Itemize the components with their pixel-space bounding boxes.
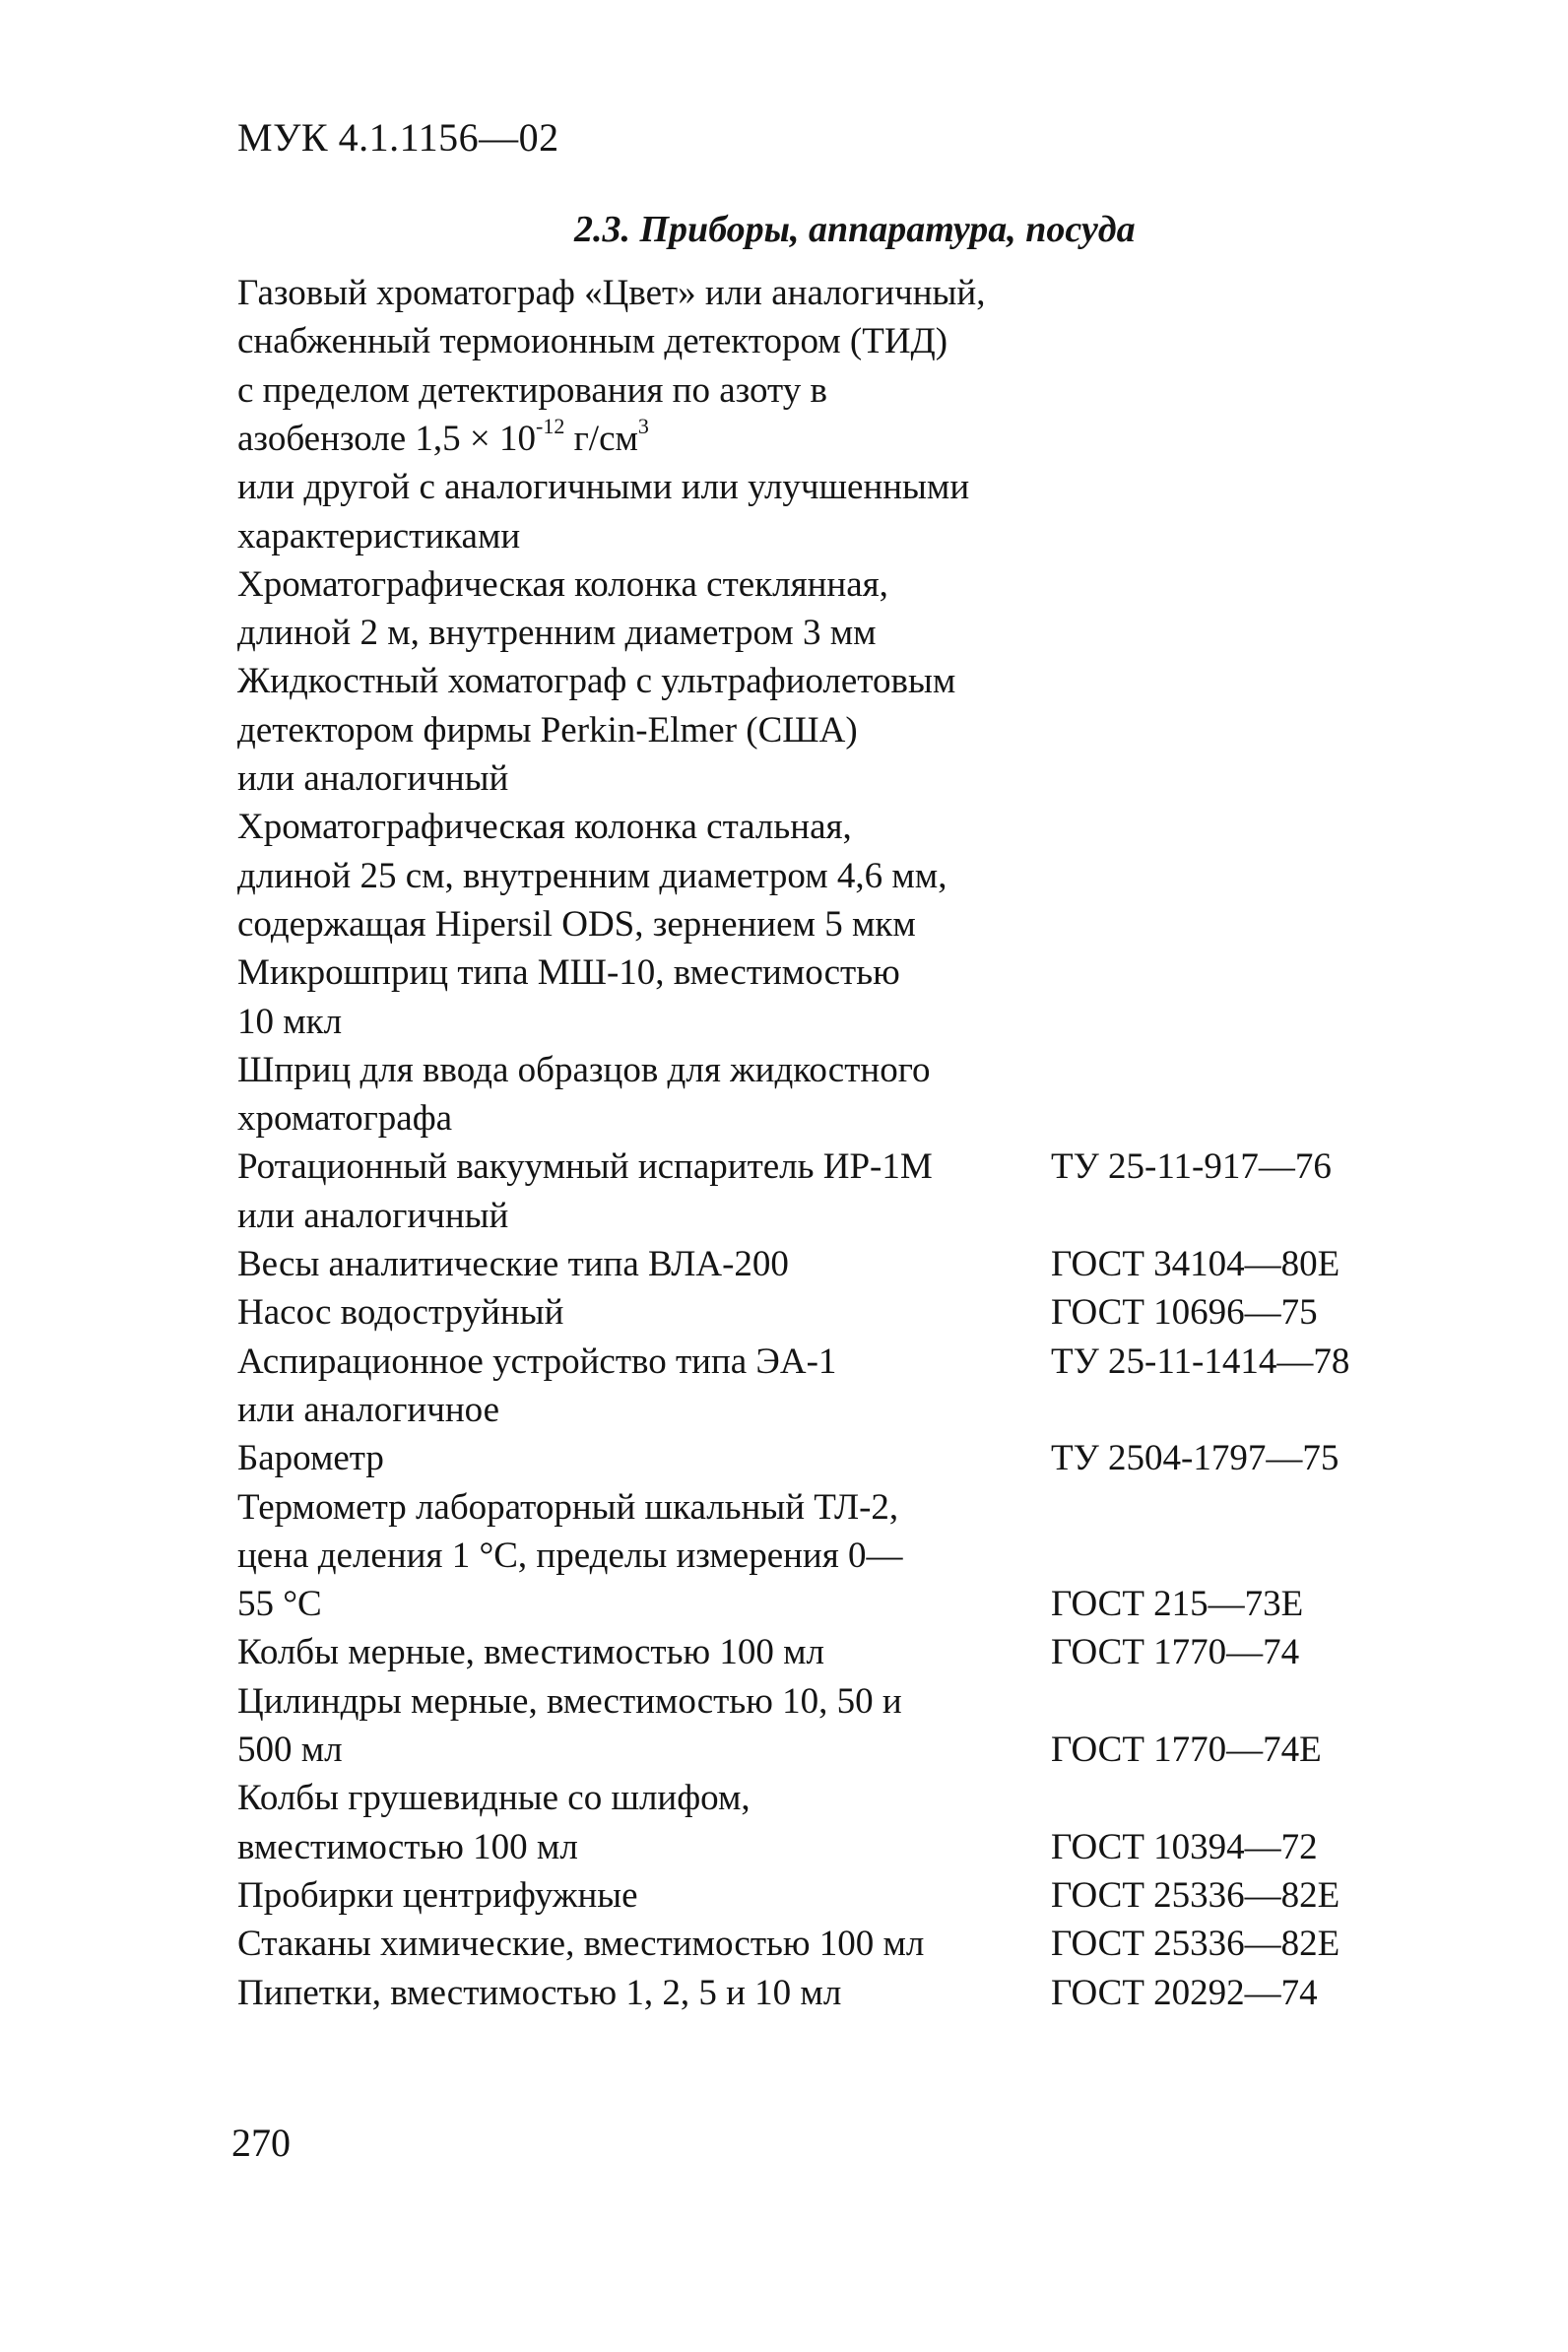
equipment-row <box>0 1143 1568 1192</box>
equipment-description: Весы аналитические типа ВЛА-200 <box>237 1244 789 1284</box>
standard-reference: ТУ 25-11-1414—78 <box>1051 1340 1350 1382</box>
equipment-description: или аналогичный <box>237 758 509 799</box>
equipment-row <box>0 1726 1568 1775</box>
equipment-row <box>0 609 1568 658</box>
equipment-row <box>0 1677 1568 1727</box>
equipment-row <box>0 1628 1568 1677</box>
standard-reference: ГОСТ 34104—80Е <box>1051 1244 1340 1284</box>
equipment-description: Стаканы химические, вместимостью 100 мл <box>237 1924 925 1965</box>
equipment-row <box>0 269 1568 318</box>
equipment-description: или другой с аналогичными или улучшенными <box>237 467 970 508</box>
equipment-description: Газовый хроматограф «Цвет» или аналогичный, <box>237 273 986 313</box>
equipment-row <box>0 1046 1568 1095</box>
equipment-row <box>0 998 1568 1047</box>
standard-reference: ТУ 25-11-917—76 <box>1051 1146 1332 1188</box>
standard-reference: ГОСТ 25336—82Е <box>1051 1924 1340 1965</box>
equipment-row <box>0 1288 1568 1338</box>
standard-reference: ГОСТ 1770—74Е <box>1051 1730 1322 1770</box>
equipment-row <box>0 1338 1568 1387</box>
equipment-description: Шприц для ввода образцов для жидкостного <box>237 1049 931 1090</box>
equipment-description: Хроматографическая колонка стальная, <box>237 807 852 848</box>
document-code-header: МУК 4.1.1156—02 <box>237 115 559 160</box>
equipment-row <box>0 317 1568 366</box>
equipment-description: снабженный термоионным детектором (ТИД) <box>237 321 948 362</box>
equipment-description: 55 °С <box>237 1584 322 1625</box>
equipment-row <box>0 1871 1568 1921</box>
equipment-description: Аспирационное устройство типа ЭА-1 <box>237 1340 837 1382</box>
equipment-row <box>0 1094 1568 1143</box>
equipment-description: Колбы мерные, вместимостью 100 мл <box>237 1632 824 1673</box>
equipment-row <box>0 948 1568 998</box>
equipment-row <box>0 657 1568 706</box>
section-title: 2.3. Приборы, аппаратура, посуда <box>574 209 1136 250</box>
equipment-row <box>0 1240 1568 1289</box>
equipment-description: цена деления 1 °С, пределы измерения 0— <box>237 1535 903 1576</box>
equipment-row <box>0 1532 1568 1581</box>
equipment-description: Колбы грушевидные со шлифом, <box>237 1778 751 1819</box>
standard-reference: ГОСТ 25336—82Е <box>1051 1874 1340 1916</box>
standard-reference: ГОСТ 10696—75 <box>1051 1292 1318 1334</box>
equipment-description: 10 мкл <box>237 1001 343 1042</box>
equipment-row <box>0 512 1568 561</box>
equipment-description: или аналогичное <box>237 1389 500 1430</box>
standard-reference: ГОСТ 215—73Е <box>1051 1584 1304 1625</box>
equipment-description: Ротационный вакуумный испаритель ИР-1М <box>237 1146 933 1188</box>
equipment-row <box>0 1386 1568 1435</box>
equipment-description: Микрошприц типа МШ-10, вместимостью <box>237 952 900 994</box>
equipment-row <box>0 1580 1568 1629</box>
equipment-row <box>0 1920 1568 1969</box>
equipment-description: содержащая Hipersil ODS, зернением 5 мкм <box>237 903 916 945</box>
equipment-description: или аналогичный <box>237 1195 509 1236</box>
equipment-row <box>0 1434 1568 1483</box>
standard-reference: ГОСТ 10394—72 <box>1051 1826 1318 1867</box>
equipment-description: детектором фирмы Perkin-Elmer (США) <box>237 709 858 751</box>
equipment-row <box>0 1192 1568 1241</box>
equipment-row <box>0 1823 1568 1872</box>
equipment-row <box>0 1969 1568 2018</box>
equipment-row <box>0 560 1568 610</box>
equipment-description: с пределом детектирования по азоту в <box>237 369 827 411</box>
equipment-row <box>0 1483 1568 1533</box>
equipment-description: длиной 25 см, внутренним диаметром 4,6 мм, <box>237 855 947 896</box>
equipment-row <box>0 415 1568 464</box>
equipment-row <box>0 852 1568 901</box>
standard-reference: ГОСТ 20292—74 <box>1051 1972 1318 2013</box>
equipment-row <box>0 463 1568 512</box>
equipment-description: длиной 2 м, внутренним диаметром 3 мм <box>237 613 877 654</box>
equipment-row <box>0 366 1568 416</box>
equipment-row <box>0 803 1568 852</box>
equipment-description: 500 мл <box>237 1730 343 1770</box>
equipment-row <box>0 1774 1568 1823</box>
equipment-row <box>0 900 1568 949</box>
equipment-row <box>0 754 1568 804</box>
formula-text: азобензоле 1,5 × 10 <box>237 418 537 459</box>
standard-reference: ТУ 2504-1797—75 <box>1051 1438 1339 1479</box>
equipment-description: вместимостью 100 мл <box>237 1826 578 1867</box>
equipment-description: хроматографа <box>237 1098 453 1140</box>
equipment-description: Жидкостный хоматограф с ультрафиолетовым <box>237 661 956 702</box>
standard-reference: ГОСТ 1770—74 <box>1051 1632 1300 1673</box>
equipment-row <box>0 706 1568 755</box>
formula-exponent: -12 <box>536 413 565 438</box>
equipment-description: Цилиндры мерные, вместимостью 10, 50 и <box>237 1680 902 1722</box>
equipment-description: Термометр лабораторный шкальный ТЛ-2, <box>237 1486 899 1528</box>
equipment-description: Барометр <box>237 1438 384 1479</box>
equipment-description: Пипетки, вместимостью 1, 2, 5 и 10 мл <box>237 1972 842 2013</box>
formula-unit: г/см <box>564 418 638 459</box>
equipment-description <box>237 415 649 464</box>
formula-unit-exponent: 3 <box>637 413 649 438</box>
page-number: 270 <box>231 2121 291 2165</box>
equipment-description: Насос водоструйный <box>237 1292 564 1334</box>
equipment-description: Пробирки центрифужные <box>237 1874 638 1916</box>
equipment-description: характеристиками <box>237 515 521 556</box>
equipment-description: Хроматографическая колонка стеклянная, <box>237 563 888 605</box>
